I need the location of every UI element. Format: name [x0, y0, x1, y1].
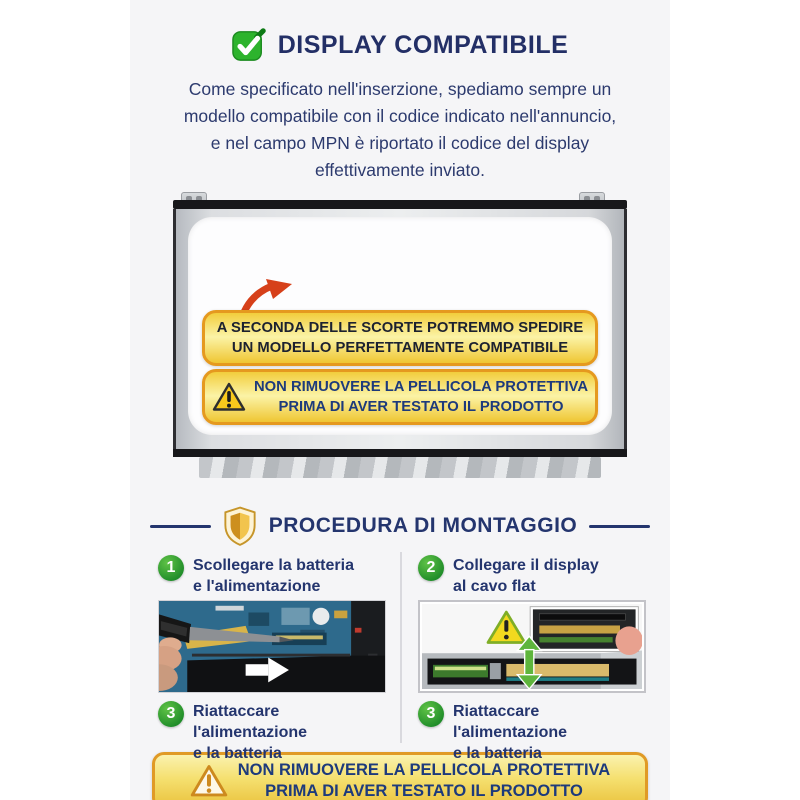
- laptop-panel-image: [173, 192, 627, 480]
- inset-connector-photo: [530, 607, 643, 655]
- procedure-title: PROCEDURA DI MONTAGGIO: [268, 514, 578, 537]
- steps-grid: [144, 552, 656, 762]
- step-number-badge: 3: [418, 701, 444, 727]
- page-title: DISPLAY COMPATIBILE: [277, 30, 569, 59]
- intro-text: [130, 76, 670, 184]
- photo-disconnect-battery: [158, 600, 386, 693]
- intro-line: Come specificato nell'inserzione, spediamo sempre un: [188, 79, 612, 99]
- divider-line: [150, 525, 211, 528]
- steps-column-left: [144, 552, 400, 762]
- step-3-left: [158, 693, 394, 762]
- stock-notice-line: UN MODELLO PERFETTAMENTE COMPATIBILE: [231, 340, 569, 356]
- photo-connect-flat-cable: [418, 600, 646, 693]
- divider-line: [589, 525, 650, 528]
- film-warning-text: [254, 377, 588, 417]
- panel-body: [173, 209, 627, 449]
- step-3-right: [418, 693, 650, 762]
- step-text: Riattaccare l'alimentazione e la batteria: [453, 703, 568, 762]
- step-number-badge: 1: [158, 555, 184, 581]
- step-1: [158, 552, 394, 600]
- panel-bottom-edge: [173, 449, 627, 457]
- step-text: Scollegare la batteria e l'alimentazione: [193, 557, 354, 595]
- content-column: [130, 0, 670, 800]
- check-icon: [232, 28, 266, 62]
- step-number-badge: 3: [158, 701, 184, 727]
- step-number-badge: 2: [418, 555, 444, 581]
- film-warning-label: [202, 369, 598, 425]
- intro-line: e nel campo MPN è riportato il codice del display: [210, 133, 590, 153]
- panel-foil-strip: [199, 457, 601, 478]
- procedure-header: [150, 504, 650, 548]
- shield-icon: [223, 506, 257, 546]
- steps-column-right: [400, 552, 656, 762]
- warning-icon: [212, 382, 246, 412]
- banner-text: NON RIMUOVERE LA PELLICOLA PROTETTIVA PRIMA DI AVER TESTATO IL PRODOTTO: [237, 761, 611, 800]
- intro-line: modello compatibile con il codice indicato nell'annuncio,: [183, 106, 617, 126]
- film-warning-line: NON RIMUOVERE LA PELLICOLA PROTETTIVA: [253, 379, 589, 395]
- step-text: Collegare il display al cavo flat: [453, 557, 599, 595]
- panel-screen: [188, 217, 612, 435]
- warning-icon: [190, 764, 228, 798]
- page-header: [130, 26, 670, 64]
- step-2: [418, 552, 650, 600]
- step-text: Riattaccare l'alimentazione e la batteria: [193, 703, 308, 762]
- stock-notice-label: [202, 310, 598, 366]
- stock-notice-line: A SECONDA DELLE SCORTE POTREMMO SPEDIRE: [216, 320, 584, 336]
- panel-top-edge: [173, 200, 627, 209]
- intro-line: effettivamente inviato.: [315, 160, 485, 180]
- film-warning-line: PRIMA DI AVER TESTATO IL PRODOTTO: [278, 399, 564, 415]
